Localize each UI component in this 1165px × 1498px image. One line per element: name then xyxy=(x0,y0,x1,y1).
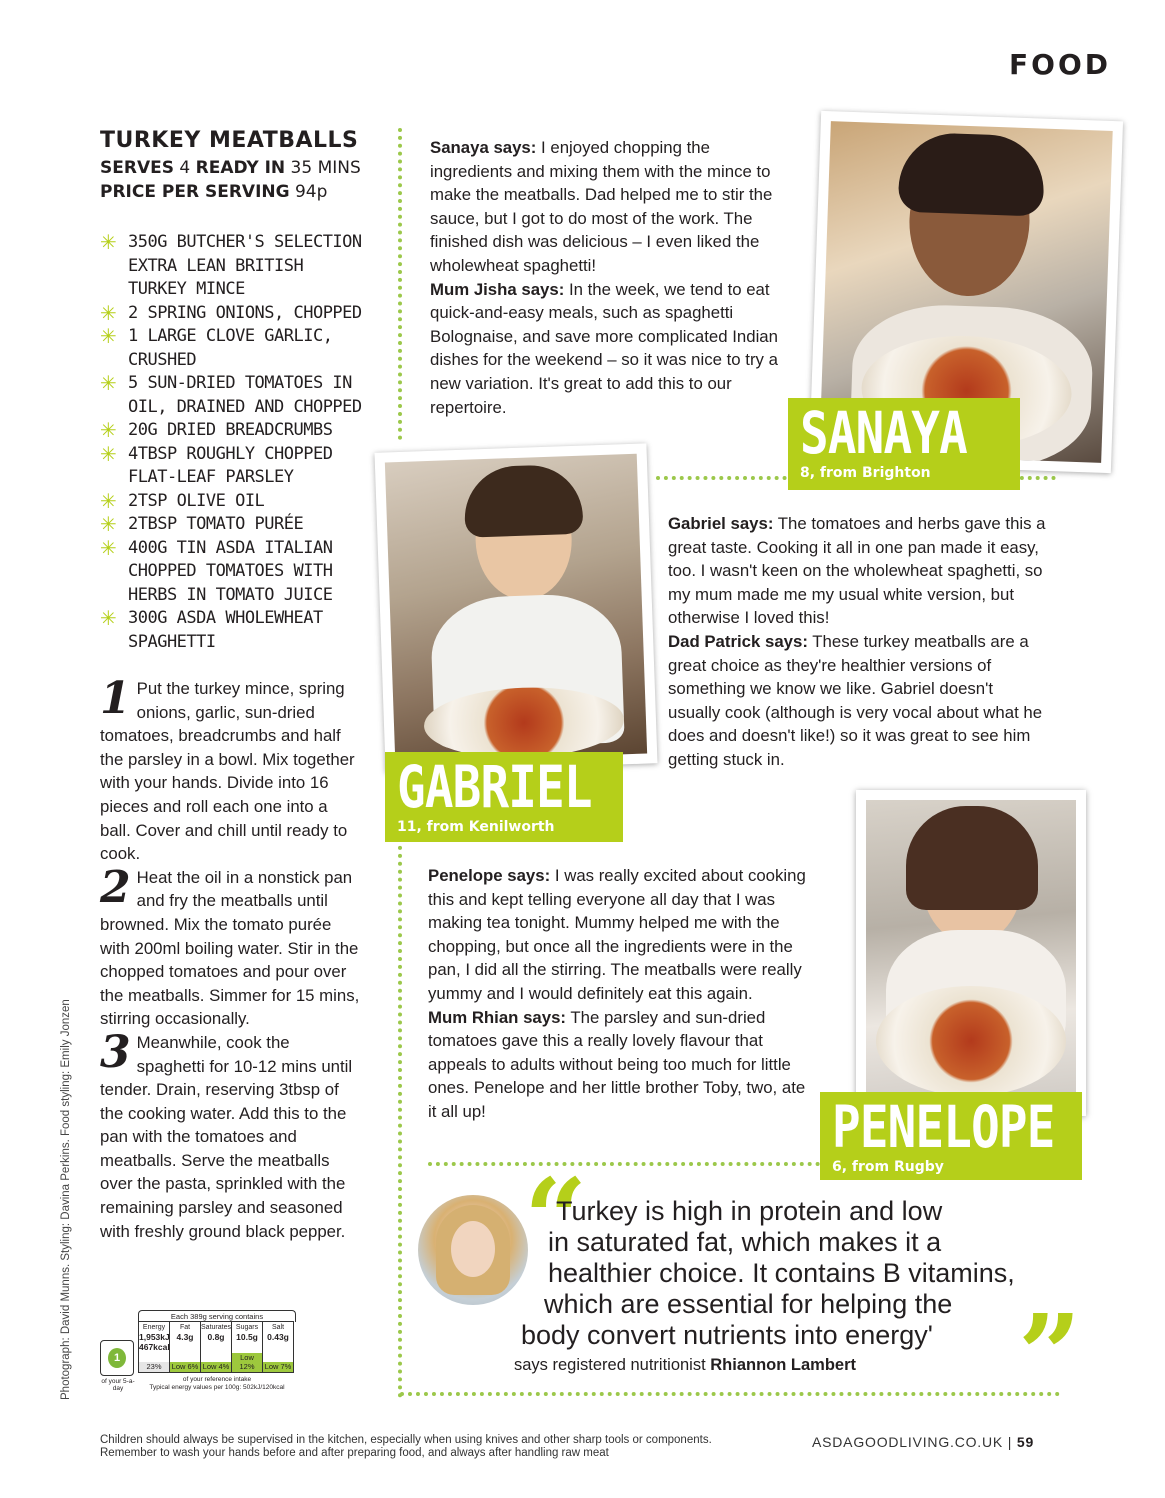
photo-gabriel xyxy=(374,443,657,772)
quote-text: I enjoyed chopping the ingredients and mixing them with the mince to make the meatballs. Dad helped me to stir the sauce, but I got to do most of the work. The finished dish was delicious – I even liked the wholewheat spaghetti! xyxy=(430,138,773,275)
pull-quote-line: body convert nutrients into energy' xyxy=(521,1320,933,1350)
divider-vertical xyxy=(398,128,402,440)
footer-site: ASDAGOODLIVING.CO.UK | 59 xyxy=(812,1434,1035,1450)
nametag-name: SANAYA xyxy=(800,399,967,467)
pull-quote-line: which are essential for helping the xyxy=(544,1289,953,1319)
section-label: FOOD xyxy=(1009,48,1111,81)
nametag-sub: 6, from Rugby xyxy=(832,1159,944,1175)
quote-speaker: Mum Rhian says: xyxy=(428,1007,567,1027)
quote-text: These turkey meatballs are a great choice as they're healthier versions of something we know we like. Gabriel doesn't usually cook (although is very vocal about what he does and doesn't like!) so it was great to see him getting stuck in. xyxy=(668,631,1043,769)
photo-penelope xyxy=(856,790,1086,1116)
serves-label: SERVES xyxy=(100,158,174,178)
ingredient-item: ✳ 2 SPRING ONIONS, CHOPPED xyxy=(100,300,362,325)
quote-text: The parsley and sun-dried tomatoes gave this a really lovely flavour that appeals to adults without being too much for little ones. Penelope and her little brother Toby, two, ate it all up! xyxy=(428,1007,806,1121)
nametag-penelope xyxy=(820,1092,1082,1180)
price-label: PRICE PER SERVING xyxy=(100,182,290,202)
quote-speaker: Sanaya says: xyxy=(430,138,537,157)
quote-text: In the week, we tend to eat quick-and-easy meals, such as spaghetti Bolognaise, and save more complicated Indian dishes for the weekend – so it was nice to try a new variation. It's great to add this to our repertoire. xyxy=(430,279,778,417)
ingredient-item: ✳ 5 SUN-DRIED TOMATOES IN OIL, DRAINED AND CHOPPED xyxy=(100,371,362,417)
pull-quote-line: healthier choice. It contains B vitamins, xyxy=(548,1258,1015,1288)
serves-value: 4 xyxy=(179,158,191,178)
quote-text: The tomatoes and herbs gave this a great taste. Cooking it all in one pan made it easy, too. I wasn't keen on the wholewheat spaghetti, so my mum made me my usual white version, but otherwise I loved this! xyxy=(668,514,1046,628)
asterisk-icon: ✳ xyxy=(100,512,117,536)
method-step xyxy=(100,673,362,866)
nutrition-cell-sugars: Sugars 10.5g Low 12% xyxy=(231,1321,263,1373)
pull-quote-line: in saturated fat, which makes it a xyxy=(548,1227,942,1257)
nutrition-label xyxy=(100,1310,300,1402)
ingredient-item: ✳ 20G DRIED BREADCRUMBS xyxy=(100,418,333,442)
nutrition-cell-energy: Energy 1,953kJ 467kcal 23% xyxy=(138,1321,170,1373)
step-text: Meanwhile, cook the spaghetti for 10-12 mins until tender. Drain, reserving 3tbsp of the cooking water. Add this to the pan with the tomatoes and meatballs. Serve the meatballs over the pasta, sprinkled with the remaining parsley and seasoned with freshly ground black pepper. xyxy=(100,1032,353,1241)
step-number: 3 xyxy=(100,1026,131,1078)
asterisk-icon: ✳ xyxy=(100,300,117,325)
close-quote-icon: ” xyxy=(1018,1290,1082,1419)
nametag-sanaya xyxy=(788,398,1020,490)
nametag-name: GABRIEL xyxy=(397,753,592,821)
five-a-day-label: of your 5-a-day xyxy=(101,1378,135,1392)
ingredient-item: ✳ 350G BUTCHER'S SELECTION EXTRA LEAN BRITISH TURKEY MINCE xyxy=(100,230,362,299)
ingredient-item: ✳ 300G ASDA WHOLEWHEAT SPAGHETTI xyxy=(100,606,323,652)
divider-vertical xyxy=(398,838,402,1398)
ingredient-item: ✳ 2TBSP TOMATO PURÉE xyxy=(100,512,304,536)
step-number: 1 xyxy=(100,673,131,724)
nutrition-cell-salt: Salt 0.43g Low 7% xyxy=(262,1321,294,1373)
step-text: Put the turkey mince, spring onions, garlic, sun-dried tomatoes, breadcrumbs and half the parsley in a bowl. Mix together with your hands. Divide into 16 pieces and roll each one into a ball. Cover and chill until ready to cook. xyxy=(100,679,355,864)
ready-label: READY IN xyxy=(195,158,286,178)
asterisk-icon: ✳ xyxy=(100,371,117,395)
ingredient-item: ✳ 400G TIN ASDA ITALIAN CHOPPED TOMATOES WITH HERBS IN TOMATO JUICE xyxy=(100,535,333,605)
quote-speaker: Penelope says: xyxy=(428,866,551,885)
ingredient-item: ✳ 1 LARGE CLOVE GARLIC, CRUSHED xyxy=(100,324,333,370)
method-step xyxy=(100,861,362,1031)
quote-speaker: Gabriel says: xyxy=(668,514,774,533)
photo-credit: Photograph: David Munns. Styling: Davina Perkins. Food styling: Emily Jonzen xyxy=(60,999,72,1400)
pull-quote-line: Turkey is high in protein and low xyxy=(556,1196,943,1226)
ready-value: 35 MINS xyxy=(290,158,361,178)
recipe-meta xyxy=(100,156,361,204)
nutrition-reference: of your reference intake Typical energy values per 100g: 502kJ/120kcal xyxy=(149,1376,285,1391)
page-number: 59 xyxy=(1016,1434,1035,1450)
nametag-sub: 8, from Brighton xyxy=(800,465,931,481)
quote-text: I was really excited about cooking this and kept telling everyone all day that I was making tea tonight. Mummy helped me with the chopping, but once all the ingredients were in the pan, I did all the stirring. The meatballs were really yummy and I would definitely eat this again. xyxy=(428,866,806,1003)
quote-penelope xyxy=(428,864,810,1124)
quote-sanaya xyxy=(430,136,795,419)
asterisk-icon: ✳ xyxy=(100,418,117,442)
asterisk-icon: ✳ xyxy=(100,324,117,348)
nametag-sub: 11, from Kenilworth xyxy=(397,819,555,835)
asterisk-icon: ✳ xyxy=(100,606,117,630)
asterisk-icon: ✳ xyxy=(100,535,117,560)
ingredient-list xyxy=(100,231,370,654)
asterisk-icon: ✳ xyxy=(100,441,117,466)
divider-horizontal xyxy=(400,1392,1060,1396)
asterisk-icon: ✳ xyxy=(100,230,117,254)
nutrition-cells xyxy=(138,1321,293,1373)
quote-speaker: Mum Jisha says: xyxy=(430,279,565,299)
nutrition-cell-saturates: Saturates 0.8g Low 4% xyxy=(200,1321,232,1373)
nutritionist-avatar xyxy=(418,1195,528,1305)
divider-horizontal xyxy=(428,1162,828,1166)
nametag-gabriel xyxy=(385,752,623,842)
ingredient-item: ✳ 2TSP OLIVE OIL xyxy=(100,488,265,513)
price-value: 94p xyxy=(294,182,328,202)
pull-quote-attribution: says registered nutritionist Rhiannon Lambert xyxy=(514,1356,857,1374)
nutrition-cell-fat: Fat 4.3g Low 6% xyxy=(169,1321,201,1373)
method xyxy=(100,673,362,1243)
step-text: Heat the oil in a nonstick pan and fry the meatballs until browned. Mix the tomato purée with 200ml boiling water. Stir in the chopped tomatoes and pour over the meatballs. Simmer for 15 mins, stirring occasionally. xyxy=(100,867,360,1029)
apple-icon: 1 xyxy=(100,1340,134,1376)
open-quote-icon: “ xyxy=(524,1154,588,1283)
method-step xyxy=(100,1026,362,1243)
step-number: 2 xyxy=(100,861,131,913)
nutrition-header: Each 389g serving contains xyxy=(138,1310,296,1322)
nametag-name: PENELOPE xyxy=(832,1093,1055,1161)
safety-note: Children should always be supervised in the kitchen, especially when using knives and other sharp tools or components. Remember to wash your hands before and after preparing food, and always after handling raw meat xyxy=(100,1434,712,1459)
quote-speaker: Dad Patrick says: xyxy=(668,631,808,651)
recipe-title: TURKEY MEATBALLS xyxy=(100,128,359,153)
asterisk-icon: ✳ xyxy=(100,488,117,513)
quote-gabriel xyxy=(668,512,1048,772)
ingredient-item: ✳ 4TBSP ROUGHLY CHOPPED FLAT-LEAF PARSLEY xyxy=(100,441,333,487)
site-url[interactable]: ASDAGOODLIVING.CO.UK xyxy=(812,1434,1004,1450)
